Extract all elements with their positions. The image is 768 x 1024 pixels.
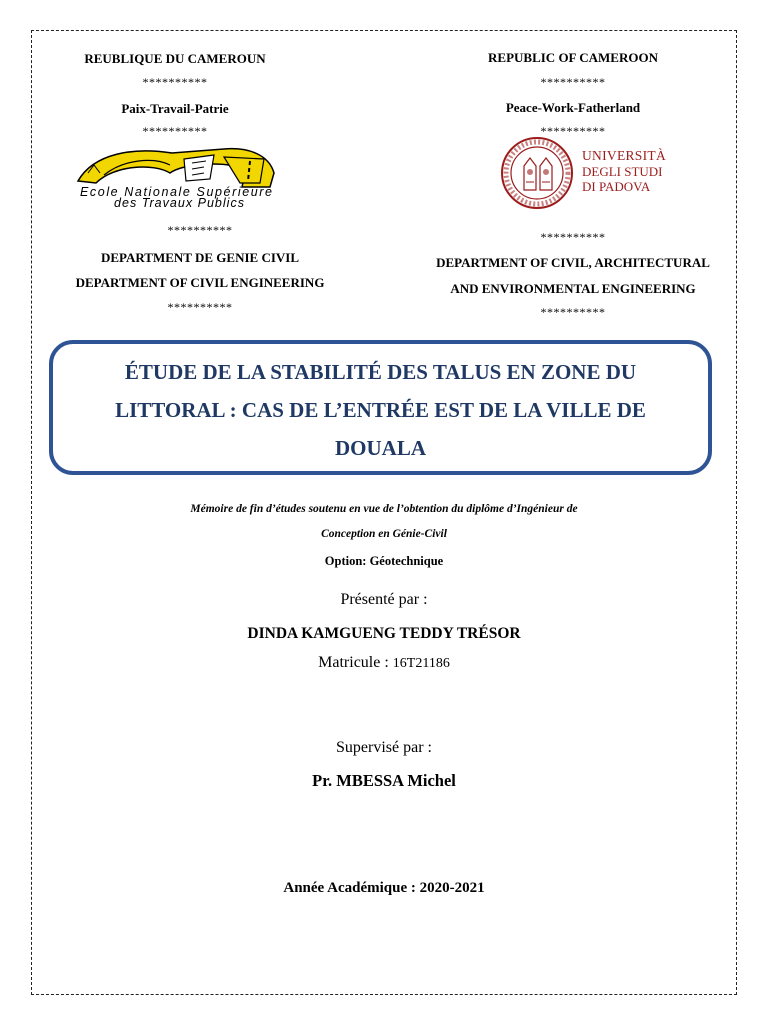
padova-line-2: DEGLI STUDI <box>582 163 663 179</box>
left-stars-1: ********** <box>142 75 208 89</box>
matricule-label: Matricule : <box>318 654 389 671</box>
title-line-1: ÉTUDE DE LA STABILITÉ DES TALUS EN ZONE DU <box>124 360 637 384</box>
left-country: REUBLIQUE DU CAMEROUN <box>84 51 266 66</box>
presented-by-label: Présenté par : <box>340 591 428 608</box>
padova-wordmark <box>582 148 666 195</box>
right-stars-2: ********** <box>540 124 606 138</box>
matricule-row <box>40 654 728 672</box>
padova-line-1: UNIVERSITÀ <box>582 148 666 163</box>
right-stars-1: ********** <box>540 75 606 89</box>
right-stars-3: ********** <box>540 230 606 244</box>
padova-seal <box>500 136 574 210</box>
right-dept-1: DEPARTMENT OF CIVIL, ARCHITECTURAL <box>436 255 710 270</box>
supervisor-name: Pr. MBESSA Michel <box>312 771 456 790</box>
enstp-logo-text-2: des Travaux Publics <box>114 196 244 209</box>
left-motto: Paix-Travail-Patrie <box>121 101 229 116</box>
padova-line-3: DI PADOVA <box>582 179 651 194</box>
right-country: REPUBLIC OF CAMEROON <box>488 50 658 65</box>
academic-year: Année Académique : 2020-2021 <box>283 880 485 896</box>
title-line-2: LITTORAL : CAS DE L’ENTRÉE EST DE LA VILLE DE <box>115 398 646 422</box>
left-dept-en: DEPARTMENT OF CIVIL ENGINEERING <box>75 275 325 290</box>
author-name: DINDA KAMGUENG TEDDY TRÉSOR <box>247 625 521 642</box>
thesis-purpose-line-2: Conception en Génie-Civil <box>321 528 447 540</box>
enstp-logo <box>74 143 278 209</box>
matricule-value: 16T21186 <box>392 656 450 671</box>
title-line-3: DOUALA <box>334 436 426 460</box>
supervised-by-label: Supervisé par : <box>336 739 432 756</box>
padova-seal-graphic <box>500 136 574 210</box>
right-dept-2: AND ENVIRONMENTAL ENGINEERING <box>450 281 696 296</box>
left-stars-2: ********** <box>142 124 208 138</box>
left-stars-3: ********** <box>167 223 233 237</box>
thesis-purpose-line-1: Mémoire de fin d’études soutenu en vue de l’obtention du diplôme d’Ingénieur de <box>190 503 578 515</box>
right-motto: Peace-Work-Fatherland <box>505 100 641 115</box>
enstp-logo-text-1: Ecole Nationale Supérieure <box>80 185 272 199</box>
title-box <box>49 340 712 475</box>
left-stars-4: ********** <box>167 300 233 314</box>
left-dept-fr: DEPARTMENT DE GENIE CIVIL <box>100 250 300 265</box>
option-label: Option: Géotechnique <box>324 554 444 568</box>
right-stars-4: ********** <box>540 305 606 319</box>
enstp-logo-graphic <box>74 143 278 209</box>
